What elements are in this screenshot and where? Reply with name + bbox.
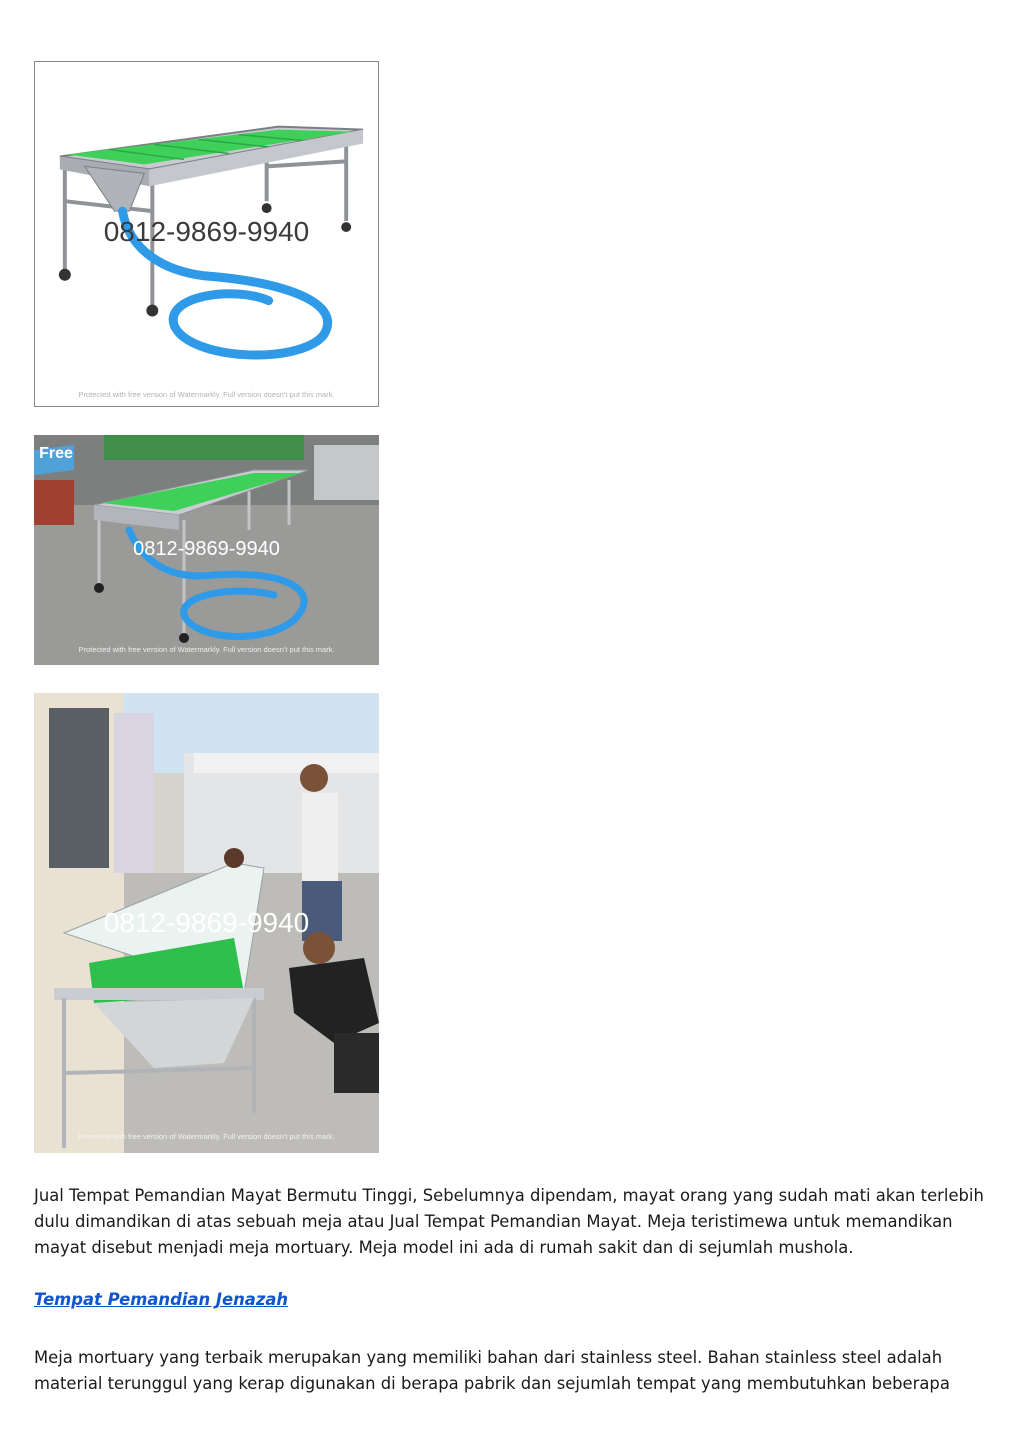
tempat-pemandian-jenazah-link[interactable]: Tempat Pemandian Jenazah: [34, 1290, 289, 1309]
phone-number-label: 0812-9869-9940: [133, 538, 280, 560]
watermark-text: Protected with free version of Watermarkly. Full version doesn't put this mark.: [78, 645, 335, 654]
phone-number-label: 0812-9869-9940: [103, 907, 310, 938]
phone-number-label: 0812-9869-9940: [103, 216, 310, 247]
product-photo-2: [34, 435, 379, 665]
watermark-text: Protected with free version of Watermarkly. Full version doesn't put this mark.: [78, 1132, 335, 1141]
product-photo-1: [34, 61, 379, 407]
free-badge: Free: [39, 445, 73, 462]
body-paragraph: Meja mortuary yang terbaik merupakan yang memiliki bahan dari stainless steel. Bahan stainless steel adalah material terunggul yang kerap digunakan di berapa pabrik dan sejumlah tempat yang membutuhkan beberapa: [34, 1348, 950, 1393]
intro-paragraph: Jual Tempat Pemandian Mayat Bermutu Tinggi, Sebelumnya dipendam, mayat orang yang sudah mati akan terlebih dulu dimandikan di atas sebuah meja atau Jual Tempat Pemandian Mayat. Meja teristimewa untuk memandikan mayat disebut menjadi meja mortuary. Meja model ini ada di rumah sakit dan di sejumlah mushola.: [34, 1186, 984, 1257]
product-photo-3: [34, 693, 379, 1153]
watermark-text: Protected with free version of Watermarkly. Full version doesn't put this mark.: [78, 390, 335, 399]
